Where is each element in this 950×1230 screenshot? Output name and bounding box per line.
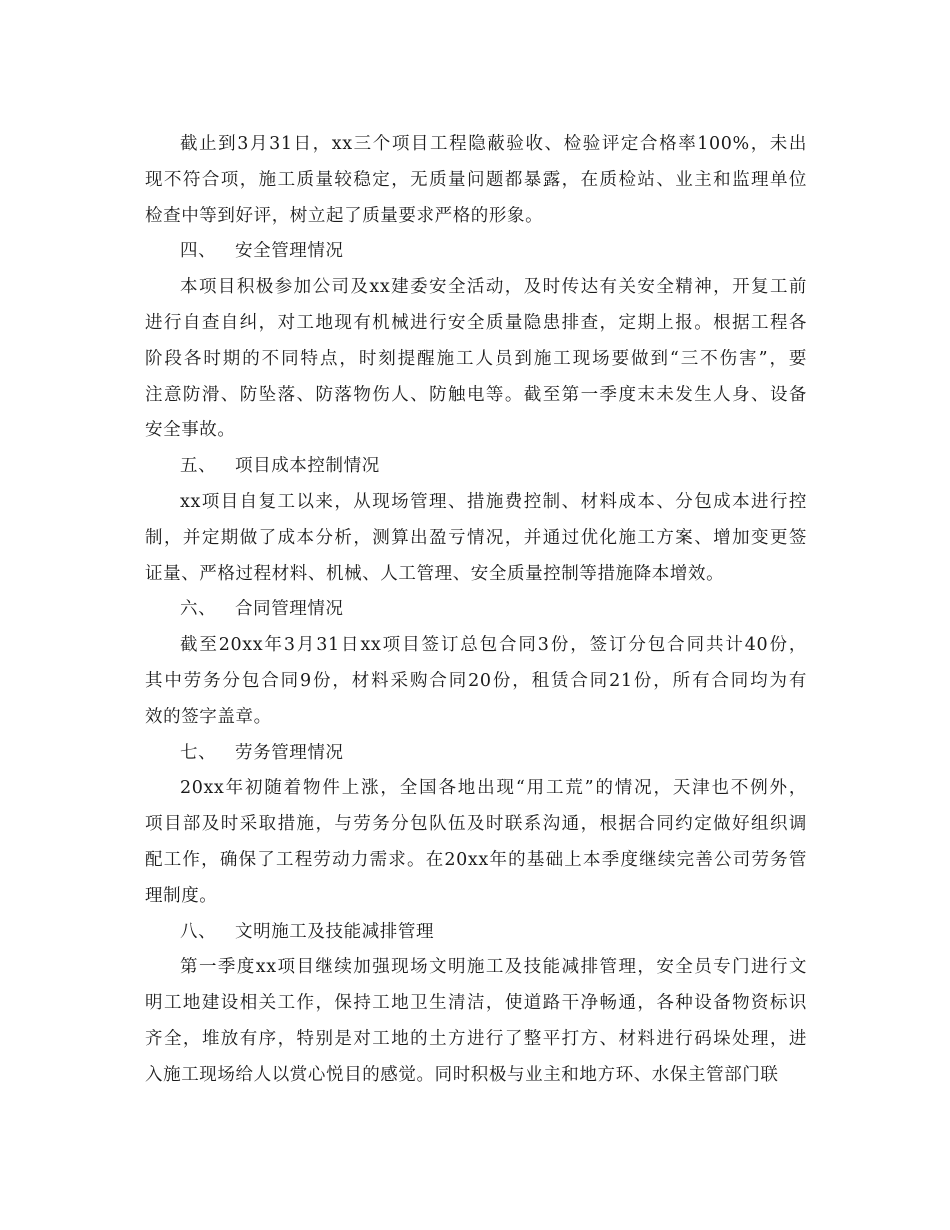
paragraph-line: 效的签字盖章。 <box>145 706 272 727</box>
paragraph-line: 项目部及时采取措施，与劳务分包队伍及时联系沟通，根据合同约定做好组织调 <box>145 814 807 835</box>
section-number: 五、 <box>180 456 217 477</box>
section-title: 合同管理情况 <box>235 599 344 620</box>
section-number: 七、 <box>180 742 217 763</box>
paragraph-line: 明工地建设相关工作，保持工地卫生清洁，使道路干净畅通，各种设备物资标识 <box>145 993 807 1014</box>
paragraph-line: 截至20xx年3月31日xx项目签订总包合同3份，签订分包合同共计40份， <box>180 635 807 656</box>
paragraph-line: 注意防滑、防坠落、防落物伤人、防触电等。截至第一季度末未发生人身、设备 <box>145 384 807 405</box>
paragraph-line: 其中劳务分包合同9份，材料采购合同20份，租赁合同21份，所有合同均为有 <box>145 670 807 691</box>
paragraph-line: 配工作，确保了工程劳动力需求。在20xx年的基础上本季度继续完善公司劳务管 <box>145 849 807 870</box>
paragraph-line: 阶段各时期的不同特点，时刻提醒施工人员到施工现场要做到“三不伤害”，要 <box>145 348 807 369</box>
section-heading <box>145 736 807 772</box>
paragraph-line: 理制度。 <box>145 885 218 906</box>
paragraph-line: 第一季度xx项目继续加强现场文明施工及技能减排管理，安全员专门进行文 <box>180 957 807 978</box>
paragraph-line: 入施工现场给人以赏心悦目的感觉。同时积极与业主和地方环、水保主管部门联 <box>145 1064 779 1085</box>
paragraph-line: 截止到3月31日，xx三个项目工程隐蔽验收、检验评定合格率100%，未出 <box>180 134 807 154</box>
section-title: 文明施工及技能减排管理 <box>235 921 435 942</box>
section-heading <box>145 449 807 485</box>
section-title: 项目成本控制情况 <box>235 456 380 477</box>
body-paragraph <box>145 950 807 1093</box>
section-number: 六、 <box>180 599 217 620</box>
body-paragraph <box>145 628 807 735</box>
section-number: 八、 <box>180 921 217 942</box>
document-body <box>145 127 807 1094</box>
section-title: 安全管理情况 <box>235 241 344 262</box>
paragraph-line: 齐全，堆放有序，特别是对工地的土方进行了整平打方、材料进行码垛处理，进 <box>145 1028 807 1049</box>
section-heading <box>145 915 807 951</box>
paragraph-line: 20xx年初随着物件上涨，全国各地出现“用工荒”的情况，天津也不例外， <box>180 778 807 799</box>
paragraph-line: xx项目自复工以来，从现场管理、措施费控制、材料成本、分包成本进行控 <box>180 491 807 512</box>
paragraph-line: 进行自查自纠，对工地现有机械进行安全质量隐患排查，定期上报。根据工程各 <box>145 312 807 333</box>
section-title: 劳务管理情况 <box>235 742 344 763</box>
body-paragraph <box>145 127 807 234</box>
paragraph-line: 现不符合项，施工质量较稳定，无质量问题都暴露，在质检站、业主和监理单位 <box>145 169 807 190</box>
paragraph-line: 制，并定期做了成本分析，测算出盈亏情况，并通过优化施工方案、增加变更签 <box>145 527 807 548</box>
paragraph-line: 安全事故。 <box>145 420 236 441</box>
body-paragraph <box>145 485 807 592</box>
paragraph-line: 检查中等到好评，树立起了质量要求严格的形象。 <box>145 205 544 226</box>
body-paragraph <box>145 270 807 449</box>
section-number: 四、 <box>180 241 217 262</box>
section-heading <box>145 592 807 628</box>
section-heading <box>145 234 807 270</box>
paragraph-line: 证量、严格过程材料、机械、人工管理、安全质量控制等措施降本增效。 <box>145 563 725 584</box>
body-paragraph <box>145 771 807 914</box>
paragraph-line: 本项目积极参加公司及xx建委安全活动，及时传达有关安全精神，开复工前 <box>180 277 807 298</box>
